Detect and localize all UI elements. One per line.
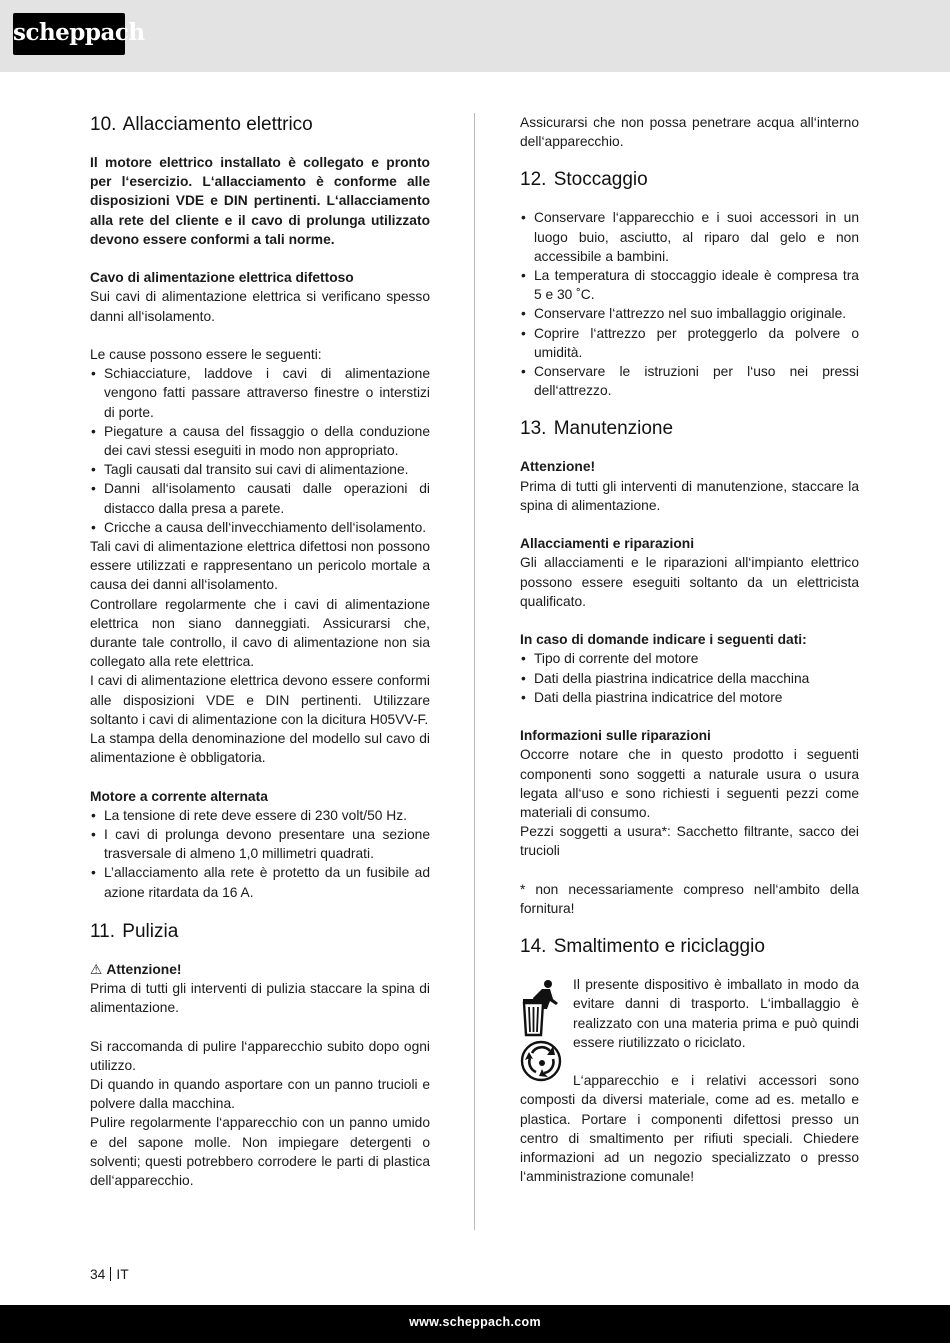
info-text: Occorre notare che in questo prodotto i seguenti componenti sono soggetti a naturale usura o usura legata all‘uso e sono richiesti i seguenti pezzi come materiali di consumo. (520, 747, 859, 821)
paragraph: Controllare regolarmente che i cavi di alimentazione elettrica non siano danneggiati. Assicurarsi che, durante tale controllo, il cavo di alimentazione non sia collegato alla rete elettrica. (90, 596, 430, 670)
list-item: • Piegature a causa del fissaggio o della conduzione dei cavi stessi eseguiti in modo non appropriato. (90, 422, 430, 460)
right-column (520, 113, 859, 1186)
manutenzione-warning-text: Prima di tutti gli interventi di manutenzione, staccare la spina di alimentazione. (520, 478, 859, 513)
trash-bin-icon (520, 979, 566, 1083)
page-separator (110, 1267, 111, 1281)
dati-list (520, 649, 859, 707)
section-13-heading (520, 417, 859, 441)
section-12-heading (520, 168, 859, 192)
pulizia-warning-text: Prima di tutti gli interventi di pulizia staccare la spina di alimentazione. (90, 981, 430, 1016)
cavo-heading: Cavo di alimentazione elettrica difettoso (90, 270, 354, 286)
paragraph: La stampa della denominazione del modello sul cavo di alimentazione è obbligatoria. (90, 731, 430, 766)
list-item: • Danni all‘isolamento causati dalle operazioni di distacco dalla presa a parete. (90, 479, 430, 517)
footer-website-link[interactable]: www.scheppach.com (409, 1315, 541, 1329)
list-item: • La tensione di rete deve essere di 230 volt/50 Hz. (90, 806, 430, 825)
warning-icon: ⚠ (90, 961, 103, 977)
list-item: • La temperatura di stoccaggio ideale è compresa tra 5 e 30 ˚C. (520, 266, 859, 304)
section-14-heading (520, 935, 859, 959)
riparazioni-heading: Allacciamenti e riparazioni (520, 536, 695, 552)
info-heading: Informazioni sulle riparazioni (520, 728, 711, 744)
page-number-block (90, 1266, 129, 1284)
paragraph: Di quando in quando asportare con un panno trucioli e polvere dalla macchina. (90, 1077, 430, 1112)
disposal-icons (520, 979, 566, 1088)
left-column (90, 113, 430, 1190)
section-10-intro: Il motore elettrico installato è collegato e pronto per l‘esercizio. L‘allacciamento è conforme alle disposizioni VDE e DIN pertinenti. L‘allacciamento alla rete del cliente e il cavo di prolunga utilizzato devono essere conformi a tali norme. (90, 155, 430, 247)
disposal-text-1: Il presente dispositivo è imballato in modo da evitare danni di trasporto. L‘imballaggio è realizzato con una materia prima e può quindi essere riutilizzato o riciclato. (573, 977, 859, 1050)
pezzi-text: Pezzi soggetti a usura*: Sacchetto filtrante, sacco dei trucioli (520, 824, 859, 859)
section-10-heading (90, 113, 430, 137)
section-14-title: Smaltimento e riciclaggio (553, 936, 765, 958)
cause-intro: Le cause possono essere le seguenti: (90, 347, 322, 362)
paragraph: I cavi di alimentazione elettrica devono essere conformi alle disposizioni VDE e DIN pertinenti. Utilizzare soltanto i cavi di alimentazione con la dicitura H05VV-F. (90, 673, 430, 727)
list-item: • Cricche a causa dell‘invecchiamento dell‘isolamento. (90, 518, 430, 537)
disposal-block (520, 975, 859, 1186)
list-item: • Tipo di corrente del motore (520, 649, 859, 668)
list-item: • I cavi di prolunga devono presentare una sezione trasversale di almeno 1,0 millimetri quadrati. (90, 825, 430, 863)
manutenzione-warning-label: Attenzione! (520, 459, 596, 475)
section-13-number: 13. (520, 418, 547, 440)
section-10-title: Allacciamento elettrico (122, 114, 313, 135)
header-band (0, 0, 950, 72)
list-item: • Conservare l‘attrezzo nel suo imballaggio originale. (520, 304, 859, 323)
section-11-heading (90, 920, 430, 944)
paragraph: Pulire regolarmente l‘apparecchio con un panno umido e del sapone molle. Non impiegare detergenti o solventi; questi potrebbero corrodere le parti di plastica dell‘apparecchio. (90, 1115, 430, 1189)
list-item: • Dati della piastrina indicatrice della macchina (520, 669, 859, 688)
list-item: • Conservare le istruzioni per l‘uso nei pressi dell‘attrezzo. (520, 362, 859, 400)
paragraph: Si raccomanda di pulire l‘apparecchio subito dopo ogni utilizzo. (90, 1038, 430, 1073)
list-item: • Tagli causati dal transito sui cavi di alimentazione. (90, 460, 430, 479)
page-number: 34 (90, 1267, 106, 1282)
list-item: • Schiacciature, laddove i cavi di alimentazione vengono fatti passare attraverso finestre o interstizi di porte. (90, 364, 430, 422)
section-13-title: Manutenzione (553, 418, 674, 440)
brand-logo-text: scheppach (13, 19, 145, 46)
warning-label-text: Attenzione! (106, 961, 182, 977)
section-10-number: 10. (90, 114, 117, 135)
section-12-number: 12. (520, 169, 547, 191)
motore-list (90, 806, 430, 902)
cause-list (90, 364, 430, 537)
section-11-number: 11. (90, 920, 116, 942)
list-item: • L’allacciamento alla rete è protetto da un fusibile ad azione ritardata da 16 A. (90, 863, 430, 901)
disposal-text-2: L‘apparecchio e i relativi accessori sono composti da diversi materiale, come ad es. metallo e plastica. Portare i componenti difettosi presso un centro di smaltimento per rifiuti speciali. Chiedere informazioni ad un negozio specializzato o presso l‘amministrazione comunale! (520, 1073, 859, 1185)
dati-heading: In caso di domande indicare i seguenti dati: (520, 632, 807, 648)
list-item: • Conservare l‘apparecchio e i suoi accessori in un luogo buio, asciutto, al riparo dal gelo e non accessibile a bambini. (520, 208, 859, 266)
list-item: • Dati della piastrina indicatrice del motore (520, 688, 859, 707)
paragraph: Tali cavi di alimentazione elettrica difettosi non possono essere utilizzati e rappresentano un pericolo mortale a causa dei danni all‘isolamento. (90, 539, 430, 593)
recycle-icon (522, 1042, 560, 1080)
footer-band (0, 1305, 950, 1343)
motore-heading: Motore a corrente alternata (90, 788, 268, 804)
section-14-number: 14. (520, 936, 547, 958)
column-divider (474, 113, 475, 1230)
stoccaggio-list (520, 208, 859, 400)
cavo-text: Sui cavi di alimentazione elettrica si verificano spesso danni all‘isolamento. (90, 289, 430, 324)
brand-logo[interactable] (13, 13, 145, 55)
footnote: * non necessariamente compreso nell‘ambito della fornitura! (520, 881, 859, 917)
page-language: IT (116, 1267, 129, 1282)
pulizia-warning-label (90, 960, 430, 979)
riparazioni-text: Gli allacciamenti e le riparazioni all‘impianto elettrico possono essere eseguiti soltanto da un elettricista qualificato. (520, 555, 859, 609)
continued-text: Assicurarsi che non possa penetrare acqua all‘interno dell‘apparecchio. (520, 115, 859, 150)
section-12-title: Stoccaggio (553, 169, 648, 191)
section-11-title: Pulizia (122, 920, 179, 942)
list-item: • Coprire l‘attrezzo per proteggerlo da polvere o umidità. (520, 324, 859, 362)
